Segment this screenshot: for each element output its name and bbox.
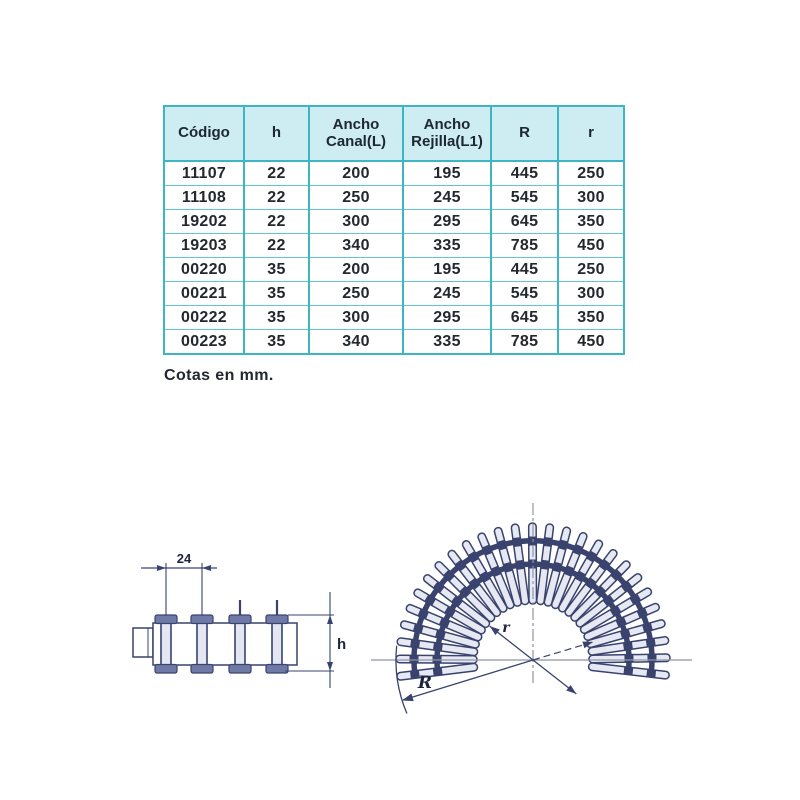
fan-slat-rod-bulge — [646, 669, 656, 678]
table-cell: 245 — [403, 186, 491, 210]
table-cell: 335 — [403, 330, 491, 355]
fan-slat-rod-bulge — [540, 560, 549, 570]
height-arrow-up-icon — [327, 615, 333, 624]
column-header: Ancho Rejilla(L1) — [403, 106, 491, 161]
table-cell: 245 — [403, 282, 491, 306]
profile-section-drawing — [125, 538, 355, 708]
table-cell: 545 — [491, 186, 558, 210]
fan-slat-rod-bulge — [623, 666, 633, 675]
end-cap — [133, 628, 153, 657]
pitch-arrow-right-icon — [202, 565, 211, 571]
bolt-top-cap — [229, 615, 251, 624]
bolt-top-cap — [266, 615, 288, 624]
table-cell: 445 — [491, 258, 558, 282]
table-cell: 645 — [491, 306, 558, 330]
pitch-arrow-left-icon — [157, 565, 166, 571]
bolt-bottom-cap — [229, 665, 251, 674]
header-row — [164, 106, 624, 161]
bolt-bar — [235, 623, 245, 665]
table-cell: 00220 — [164, 258, 244, 282]
table-cell: 300 — [558, 282, 624, 306]
table-cell: 300 — [309, 210, 403, 234]
fan-slat-rod-bulge — [432, 655, 441, 663]
table-cell: 250 — [309, 282, 403, 306]
fan-slat-rod-bulge — [410, 639, 420, 649]
fan-slat-rod-bulge — [543, 537, 552, 547]
table-cell: 195 — [403, 161, 491, 186]
bolt-top-cap — [191, 615, 213, 624]
table-cell: 35 — [244, 330, 309, 355]
spec-table-head — [164, 106, 624, 161]
fan-slat-rod-bulge — [409, 655, 418, 663]
curved-grating-drawing — [365, 495, 700, 725]
bolt-bar — [197, 623, 207, 665]
inner-radius-arrow2-icon — [566, 685, 576, 694]
table-cell: 19202 — [164, 210, 244, 234]
table-cell: 35 — [244, 258, 309, 282]
outer-radius-label: R — [417, 673, 433, 693]
table-cell: 350 — [558, 306, 624, 330]
table-row — [164, 258, 624, 282]
column-header: Código — [164, 106, 244, 161]
table-cell: 350 — [558, 210, 624, 234]
bolt-bar — [161, 623, 171, 665]
fan-slat-rod-bulge — [433, 642, 443, 652]
table-cell: 645 — [491, 210, 558, 234]
table-cell: 00223 — [164, 330, 244, 355]
height-arrow-down-icon — [327, 662, 333, 671]
spec-table-body — [164, 161, 624, 354]
table-cell: 340 — [309, 330, 403, 355]
table-row — [164, 234, 624, 258]
fan-slat-rod-bulge — [512, 537, 522, 547]
table-cell: 295 — [403, 306, 491, 330]
table-cell: 250 — [558, 161, 624, 186]
table-row — [164, 186, 624, 210]
bolt-bar — [272, 623, 282, 665]
bolt-bottom-cap — [266, 665, 288, 674]
fan-slat-rod-bulge — [623, 641, 633, 651]
inner-radius-label: r — [502, 620, 510, 636]
table-cell: 450 — [558, 234, 624, 258]
table-cell: 250 — [558, 258, 624, 282]
table-cell: 340 — [309, 234, 403, 258]
table-cell: 11107 — [164, 161, 244, 186]
column-header: R — [491, 106, 558, 161]
table-cell: 200 — [309, 161, 403, 186]
table-cell: 250 — [309, 186, 403, 210]
table-cell: 35 — [244, 306, 309, 330]
table-cell: 445 — [491, 161, 558, 186]
fan-slat-rod-bulge — [433, 667, 443, 676]
fan-slat-rod-bulge — [647, 654, 656, 663]
inner-radius-arrow-icon — [490, 626, 500, 635]
bolt-top-cap — [155, 615, 177, 624]
table-cell: 00221 — [164, 282, 244, 306]
table-cell: 785 — [491, 234, 558, 258]
fan-slat-rod-bulge — [515, 560, 525, 570]
table-cell: 00222 — [164, 306, 244, 330]
table-cell: 545 — [491, 282, 558, 306]
column-header: h — [244, 106, 309, 161]
table-row — [164, 210, 624, 234]
table-cell: 300 — [309, 306, 403, 330]
table-row — [164, 306, 624, 330]
table-cell: 19203 — [164, 234, 244, 258]
table-cell: 295 — [403, 210, 491, 234]
table-cell: 22 — [244, 210, 309, 234]
units-note: Cotas en mm. — [164, 367, 274, 384]
spec-table — [163, 105, 625, 355]
bolt-bottom-cap — [191, 665, 213, 674]
table-row — [164, 161, 624, 186]
table-cell: 22 — [244, 186, 309, 210]
table-cell: 300 — [558, 186, 624, 210]
column-header: r — [558, 106, 624, 161]
outer-radius-arrow-icon — [402, 694, 414, 702]
height-dimension-label: h — [337, 636, 347, 653]
table-cell: 22 — [244, 234, 309, 258]
table-cell: 335 — [403, 234, 491, 258]
table-row — [164, 330, 624, 355]
bolt-bottom-cap — [155, 665, 177, 674]
fan-slat-rod-bulge — [624, 654, 633, 663]
table-cell: 35 — [244, 282, 309, 306]
pitch-dimension-label: 24 — [176, 551, 192, 566]
table-cell: 22 — [244, 161, 309, 186]
table-cell: 450 — [558, 330, 624, 355]
table-cell: 195 — [403, 258, 491, 282]
table-cell: 785 — [491, 330, 558, 355]
fan-slat-rod-bulge — [646, 638, 656, 648]
column-header: Ancho Canal(L) — [309, 106, 403, 161]
table-cell: 11108 — [164, 186, 244, 210]
table-row — [164, 282, 624, 306]
table-cell: 200 — [309, 258, 403, 282]
